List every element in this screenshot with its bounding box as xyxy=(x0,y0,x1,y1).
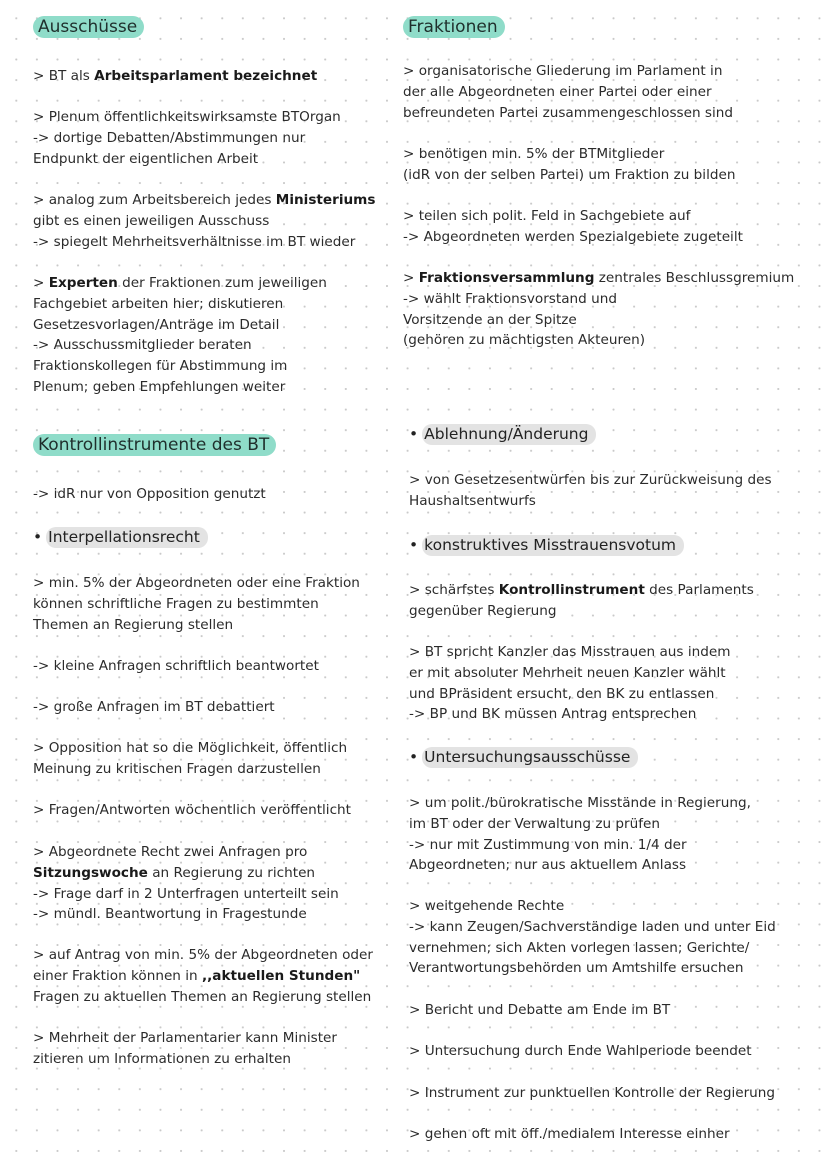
paragraph: > Untersuchung durch Ende Wahlperiode beendet xyxy=(409,1043,752,1059)
paragraph: > Bericht und Debatte am Ende im BT xyxy=(409,1002,671,1018)
paragraph: > Mehrheit der Parlamentarier kann Minister zitieren um Informationen zu erhalten xyxy=(33,1030,337,1067)
bullet-icon: • xyxy=(409,748,419,766)
paragraph: > schärfstes Kontrollinstrument des Parlaments gegenüber Regierung xyxy=(409,582,754,619)
paragraph: > Experten der Fraktionen zum jeweiligen Fachgebiet arbeiten hier; diskutieren Gesetzesvorlagen/Anträge im Detail -> Ausschussmitglieder beraten Fraktionskollegen für Abstimmung im Plenum; geben Empfehlungen weiter xyxy=(33,275,327,395)
paragraph: > Fragen/Antworten wöchentlich veröffentlicht xyxy=(33,802,352,818)
paragraph: > Opposition hat so die Möglichkeit, öffentlich Meinung zu kritischen Fragen darzustellen xyxy=(33,740,348,777)
paragraph: > auf Antrag von min. 5% der Abgeordneten oder einer Fraktion können in ,,aktuellen Stunden" Fragen zu aktuellen Themen an Regierung stellen xyxy=(33,947,373,1005)
paragraph: > Fraktionsversammlung zentrales Beschlussgremium -> wählt Fraktionsvorstand und Vorsitzende an der Spitze (gehören zu mächtigsten Akteuren) xyxy=(403,270,795,349)
subheading-interpellationsrecht: • Interpellationsrecht xyxy=(33,527,208,548)
paragraph: > um polit./bürokratische Misstände in Regierung, im BT oder der Verwaltung zu prüfen -> nur mit Zustimmung von min. 1/4 der Abgeordneten; nur aus aktuellem Anlass xyxy=(409,795,751,874)
bullet-icon: • xyxy=(409,425,419,443)
subheading-misstrauensvotum: • konstruktives Misstrauensvotum xyxy=(409,535,684,556)
paragraph: > BT spricht Kanzler das Misstrauen aus indem er mit absoluter Mehrheit neuen Kanzler wählt und BPräsident ersucht, den BK zu entlassen -> BP und BK müssen Antrag entsprechen xyxy=(409,644,731,723)
paragraph: > BT als Arbeitsparlament bezeichnet xyxy=(33,68,318,84)
paragraph: > analog zum Arbeitsbereich jedes Ministeriums gibt es einen jeweiligen Ausschuss -> spiegelt Mehrheitsverhältnisse im BT wieder xyxy=(33,192,376,250)
paragraph: > weitgehende Rechte -> kann Zeugen/Sachverständige laden und unter Eid vernehmen; sich Akten vorlegen lassen; Gerichte/ Verantwortungsbehörden um Amtshilfe ersuchen xyxy=(409,898,776,977)
bullet-icon: • xyxy=(409,536,419,554)
heading-ausschuesse: Ausschüsse xyxy=(33,16,144,38)
paragraph: > von Gesetzesentwürfen bis zur Zurückweisung des Haushaltsentwurfs xyxy=(409,472,772,509)
subheading-ablehnung: • Ablehnung/Änderung xyxy=(409,424,596,445)
bullet-icon: • xyxy=(33,528,43,546)
paragraph: -> große Anfragen im BT debattiert xyxy=(33,699,275,715)
paragraph: > teilen sich polit. Feld in Sachgebiete auf -> Abgeordneten werden Spezialgebiete zugeteilt xyxy=(403,208,743,245)
paragraph: -> kleine Anfragen schriftlich beantwortet xyxy=(33,658,319,674)
paragraph: > Instrument zur punktuellen Kontrolle der Regierung xyxy=(409,1085,776,1101)
heading-kontrollinstrumente: Kontrollinstrumente des BT xyxy=(33,434,276,456)
paragraph: -> idR nur von Opposition genutzt xyxy=(33,486,266,502)
paragraph: > min. 5% der Abgeordneten oder eine Fraktion können schriftliche Fragen zu bestimmten Themen an Regierung stellen xyxy=(33,575,360,633)
paragraph: > Abgeordnete Recht zwei Anfragen pro Sitzungswoche an Regierung zu richten -> Frage darf in 2 Unterfragen unterteilt sein -> mündl. Beantwortung in Fragestunde xyxy=(33,844,339,923)
heading-fraktionen: Fraktionen xyxy=(403,16,505,38)
paragraph: > gehen oft mit öff./medialem Interesse einher xyxy=(409,1126,730,1142)
paragraph: > organisatorische Gliederung im Parlament in der alle Abgeordneten einer Partei oder einer befreundeten Partei zusammengeschlossen sind xyxy=(403,63,734,121)
paragraph: > Plenum öffentlichkeitswirksamste BTOrgan -> dortige Debatten/Abstimmungen nur Endpunkt der eigentlichen Arbeit xyxy=(33,109,341,167)
subheading-untersuchungsausschuesse: • Untersuchungsausschüsse xyxy=(409,747,638,768)
paragraph: > benötigen min. 5% der BTMitglieder (idR von der selben Partei) um Fraktion zu bilden xyxy=(403,146,736,183)
